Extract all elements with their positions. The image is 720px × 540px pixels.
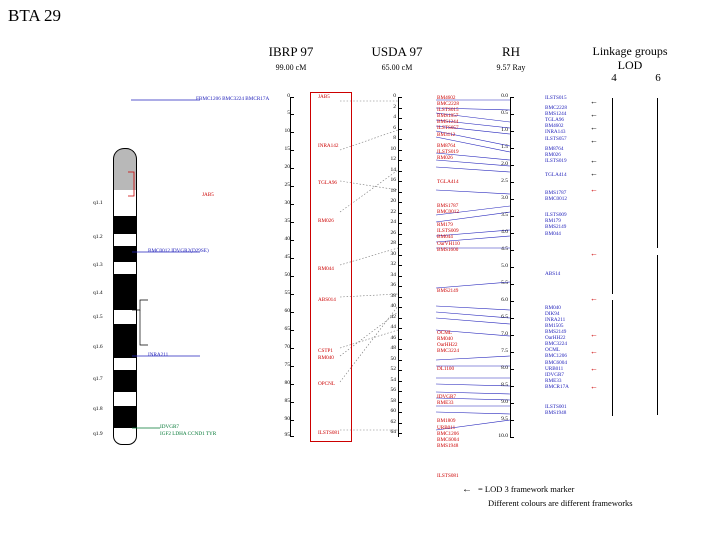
- usda-marker: DL1100: [437, 366, 455, 373]
- legend-line-2: Different colours are different frameworks: [488, 498, 633, 508]
- rh-marker: BMCR17A: [545, 383, 569, 390]
- usda-marker: BMS1787: [437, 203, 459, 210]
- usda-marker: BMC2228: [437, 101, 459, 108]
- column-header-rh: RH: [501, 44, 521, 59]
- left-annotation: FBMC1206 BMC3224 BMCR17A: [196, 96, 270, 102]
- rh-marker: BMC1206: [545, 353, 567, 360]
- usda-marker: OarHH22: [437, 341, 458, 348]
- usda-marker: BMC3224: [437, 348, 459, 355]
- usda-marker: BMS1600: [437, 246, 459, 253]
- rh-marker: TGLA96: [545, 117, 565, 124]
- arrow-left-icon: ←: [590, 169, 598, 178]
- left-annotation: BMC0012 IDVGR2(D29SE): [148, 248, 209, 254]
- usda-marker: BM044: [437, 234, 453, 241]
- rh-marker: BMS1787: [545, 190, 567, 197]
- rh-marker: BMC0012: [545, 196, 567, 203]
- left-annotation: IGF2 LDHA CCND1 TYR: [160, 431, 217, 437]
- usda-marker: RM040: [437, 335, 453, 342]
- rh-marker: INRA211: [545, 316, 566, 323]
- column-subheader-rh: 9.57 Ray: [496, 63, 526, 72]
- usda-marker: BMC0012: [437, 209, 459, 216]
- rh-marker: ILSTS001: [545, 404, 567, 410]
- usda-marker: BMC1206: [437, 430, 459, 437]
- rh-marker: RME33: [545, 377, 562, 384]
- left-annotation: IDVGR7: [160, 424, 180, 430]
- left-annotation-jab5: JAB5: [202, 192, 214, 198]
- rh-marker: ILSTS009: [545, 212, 567, 219]
- arrow-left-icon: ←: [590, 156, 598, 165]
- rh-marker-labels: [545, 95, 569, 416]
- usda-marker: ILSTS015: [437, 107, 459, 114]
- band-label: q1.7: [93, 376, 103, 382]
- rh-marker: ILSTS015: [545, 95, 567, 101]
- arrow-left-icon: ←: [590, 330, 598, 339]
- rh-marker: TGLA414: [545, 171, 567, 178]
- linkage-group-bar-lod4: [612, 98, 613, 294]
- linkage-groups-title: Linkage groups: [592, 44, 668, 58]
- rh-marker: BM1505: [545, 322, 564, 329]
- arrow-left-icon: ←: [590, 110, 598, 119]
- rh-marker: OarHH22: [545, 335, 566, 342]
- linkage-lod-label: LOD: [617, 58, 643, 72]
- rh-marker: URB011: [545, 365, 564, 372]
- rh-marker: BM8764: [545, 145, 564, 152]
- rh-marker: ABS14: [545, 270, 561, 277]
- column-subheader-usda: 65.00 cM: [381, 63, 413, 72]
- band-label: q1.6: [93, 344, 103, 350]
- rh-marker: BMC3224: [545, 341, 567, 348]
- rh-marker: ILSTS019: [545, 157, 567, 164]
- rh-marker: BM044: [545, 230, 561, 237]
- rh-marker: RM179: [545, 218, 561, 225]
- arrow-left-icon: ←: [590, 294, 598, 303]
- band-label: q1.3: [93, 262, 103, 268]
- usda-marker: ILSTS009: [437, 228, 459, 235]
- usda-marker: TGLA414: [437, 178, 459, 185]
- band-label: q1.5: [93, 314, 103, 320]
- rh-marker: BMC6004: [545, 359, 567, 366]
- rh-marker: ILSTS057: [545, 135, 567, 142]
- arrow-left-icon: ←: [590, 382, 598, 391]
- arrow-left-icon: ←: [590, 347, 598, 356]
- usda-marker: BM8764: [437, 142, 456, 149]
- arrow-left-icon: ←: [590, 185, 598, 194]
- rh-marker: BMS1948: [545, 410, 567, 417]
- arrow-left-icon: ←: [590, 249, 598, 258]
- rh-marker: OCML: [545, 347, 560, 354]
- usda-marker: BM4602: [437, 95, 456, 101]
- usda-marker: RM026: [437, 154, 453, 161]
- usda-marker: RM179: [437, 222, 453, 229]
- usda-marker: BMC6004: [437, 436, 459, 443]
- rh-marker: BM4602: [545, 123, 564, 130]
- usda-marker: BM3112: [437, 131, 456, 138]
- rh-marker: RM040: [545, 304, 561, 311]
- arrow-left-icon: ←: [590, 97, 598, 106]
- linkage-group-bar-lod6: [657, 98, 658, 248]
- usda-marker: BMS1244: [437, 119, 459, 126]
- usda-marker: IDVGR7: [437, 394, 457, 401]
- usda-marker: BM1809: [437, 418, 456, 425]
- page-title: BTA 29: [8, 6, 61, 25]
- band-label: q1.9: [93, 431, 103, 437]
- rh-marker: BMS2149: [545, 224, 567, 231]
- usda-marker: ILSTS081: [437, 472, 459, 479]
- linkage-lod-4: 4: [611, 72, 617, 84]
- left-annotation: INRA211: [148, 352, 169, 358]
- usda-marker: URB011: [437, 424, 456, 431]
- rh-marker: DIK94: [545, 310, 560, 317]
- column-subheader-ibrp: 99.00 cM: [275, 63, 307, 72]
- column-header-ibrp: IBRP 97: [268, 44, 314, 59]
- rh-marker: RM026: [545, 151, 561, 158]
- band-label: q1.1: [93, 200, 103, 206]
- band-label: q1.4: [93, 290, 103, 296]
- usda-marker: BMS1948: [437, 442, 459, 449]
- band-label: q1.2: [93, 234, 103, 240]
- arrow-left-icon: ←: [590, 123, 598, 132]
- usda-marker: BMS2149: [437, 287, 459, 294]
- usda-marker: RME33: [437, 400, 454, 407]
- arrow-left-icon: ←: [590, 136, 598, 145]
- rh-column: [510, 92, 512, 440]
- legend-arrow-icon: ←: [462, 484, 472, 495]
- usda-marker-labels: [437, 95, 460, 479]
- rh-marker: INRA143: [545, 129, 566, 136]
- linkage-group-bar-lod6b: [657, 255, 658, 415]
- usda-marker: ILSTS057: [437, 125, 459, 132]
- linkage-lod-6: 6: [655, 72, 661, 84]
- usda-marker: OCML: [437, 329, 452, 336]
- linkage-group-bar-lod4b: [612, 300, 613, 416]
- column-header-usda: USDA 97: [371, 44, 423, 59]
- usda-marker: BMS1857: [437, 113, 459, 120]
- legend-line-1: = LOD 3 framework marker: [478, 484, 575, 494]
- rh-marker: BMS2149: [545, 329, 567, 336]
- rh-marker: BMS1244: [545, 111, 567, 118]
- rh-marker: IDVGR7: [545, 371, 565, 378]
- band-label: q1.8: [93, 406, 103, 412]
- arrow-left-icon: ←: [590, 364, 598, 373]
- usda-column: [398, 92, 400, 440]
- usda-marker: OarVH110: [437, 240, 460, 247]
- usda-marker: ILSTS019: [437, 148, 459, 155]
- rh-marker: BMC2228: [545, 105, 567, 112]
